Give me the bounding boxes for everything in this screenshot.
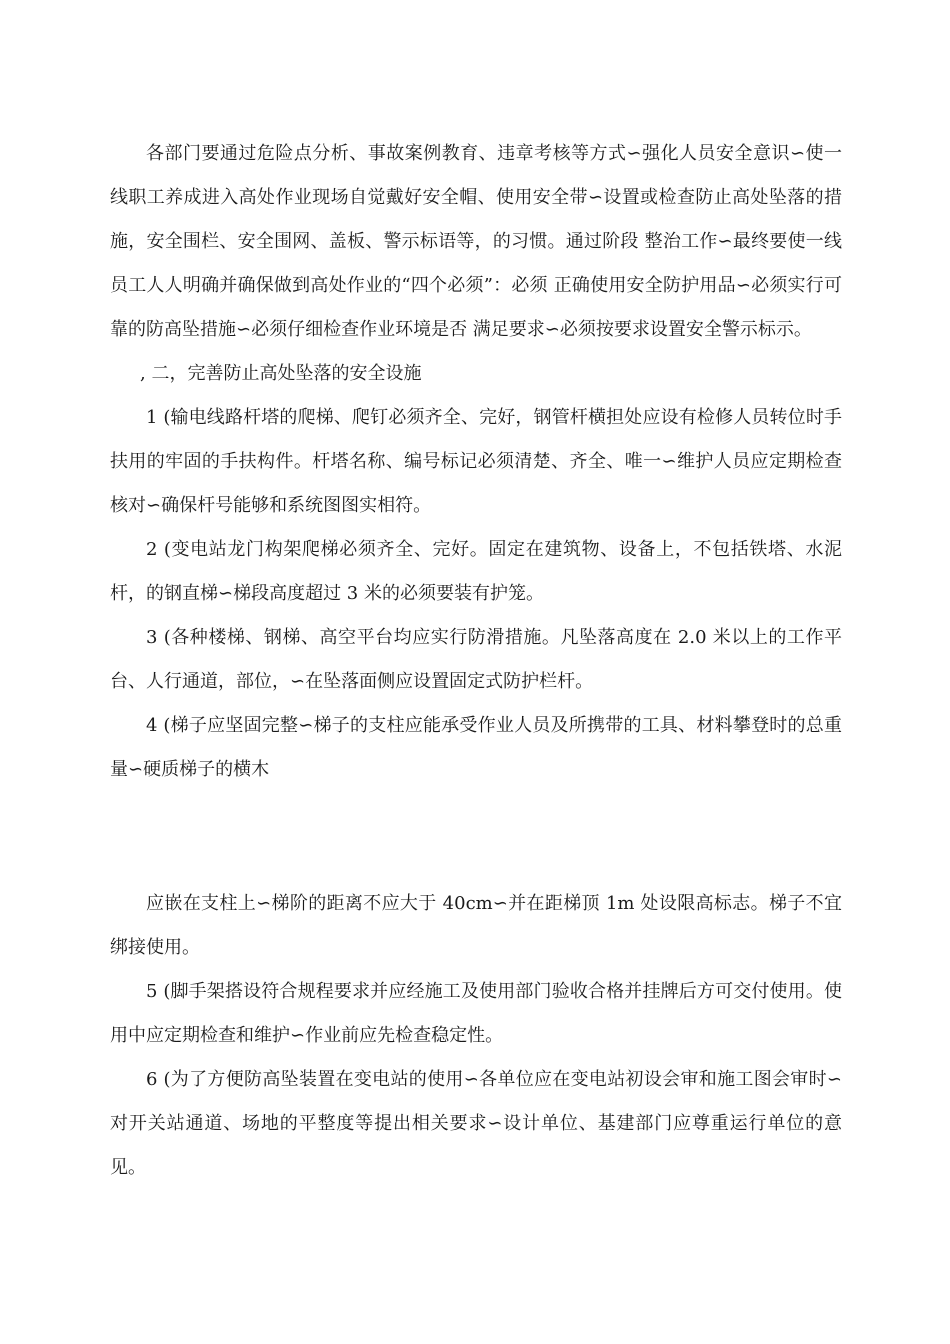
intro-paragraph: 各部门要通过危险点分析、事故案例教育、违章考核等方式∽强化人员安全意识∽使一线职工养成进入高处作业现场自觉戴好安全帽、使用安全带∽设置或检查防止高处坠落的措施，安全围栏、安全围网、盖板、警示标语等，的习惯。通过阶段 整治工作∽最终要使一线员工人人明确并确保做到高处作业的“四个必须”：必须 正确使用安全防护用品∽必须实行可靠的防高坠措施∽必须仔细检查作业环境是否 满足要求∽必须按要求设置安全警示标示。 [110, 143, 842, 340]
item-1-paragraph: 1 (输电线路杆塔的爬梯、爬钉必须齐全、完好，钢管杆横担处应设有检修人员转位时手扶用的牢固的手扶构件。杆塔名称、编号标记必须清楚、齐全、唯一∽维护人员应定期检查核对∽确保杆号能够和系统图图实相符。 [110, 407, 842, 516]
item-2-paragraph: 2 (变电站龙门构架爬梯必须齐全、完好。固定在建筑物、设备上，不包括铁塔、水泥杆，的钢直梯∽梯段高度超过 3 米的必须要装有护笼。 [110, 539, 842, 604]
section-heading: , 二，完善防止高处坠落的安全设施 [140, 363, 422, 384]
item-3-paragraph: 3 (各种楼梯、钢梯、高空平台均应实行防滑措施。凡坠落高度在 2.0 米以上的工作平台、人行通道，部位，∽在坠落面侧应设置固定式防护栏杆。 [110, 627, 842, 692]
document-page [110, 132, 842, 1190]
item-5-paragraph: 5 (脚手架搭设符合规程要求并应经施工及使用部门验收合格并挂牌后方可交付使用。使用中应定期检查和维护∽作业前应先检查稳定性。 [110, 981, 842, 1046]
item-6-paragraph: 6 (为了方便防高坠装置在变电站的使用∽各单位应在变电站初设会审和施工图会审时∽对开关站通道、场地的平整度等提出相关要求∽设计单位、基建部门应尊重运行单位的意见。 [110, 1069, 842, 1178]
item-4-continuation-paragraph: 应嵌在支柱上∽梯阶的距离不应大于 40cm∽并在距梯顶 1m 处设限高标志。梯子不宜绑接使用。 [110, 893, 842, 958]
item-4-paragraph: 4 (梯子应坚固完整∽梯子的支柱应能承受作业人员及所携带的工具、材料攀登时的总重量∽硬质梯子的横木 [110, 715, 842, 780]
page-break-gap [110, 792, 842, 882]
